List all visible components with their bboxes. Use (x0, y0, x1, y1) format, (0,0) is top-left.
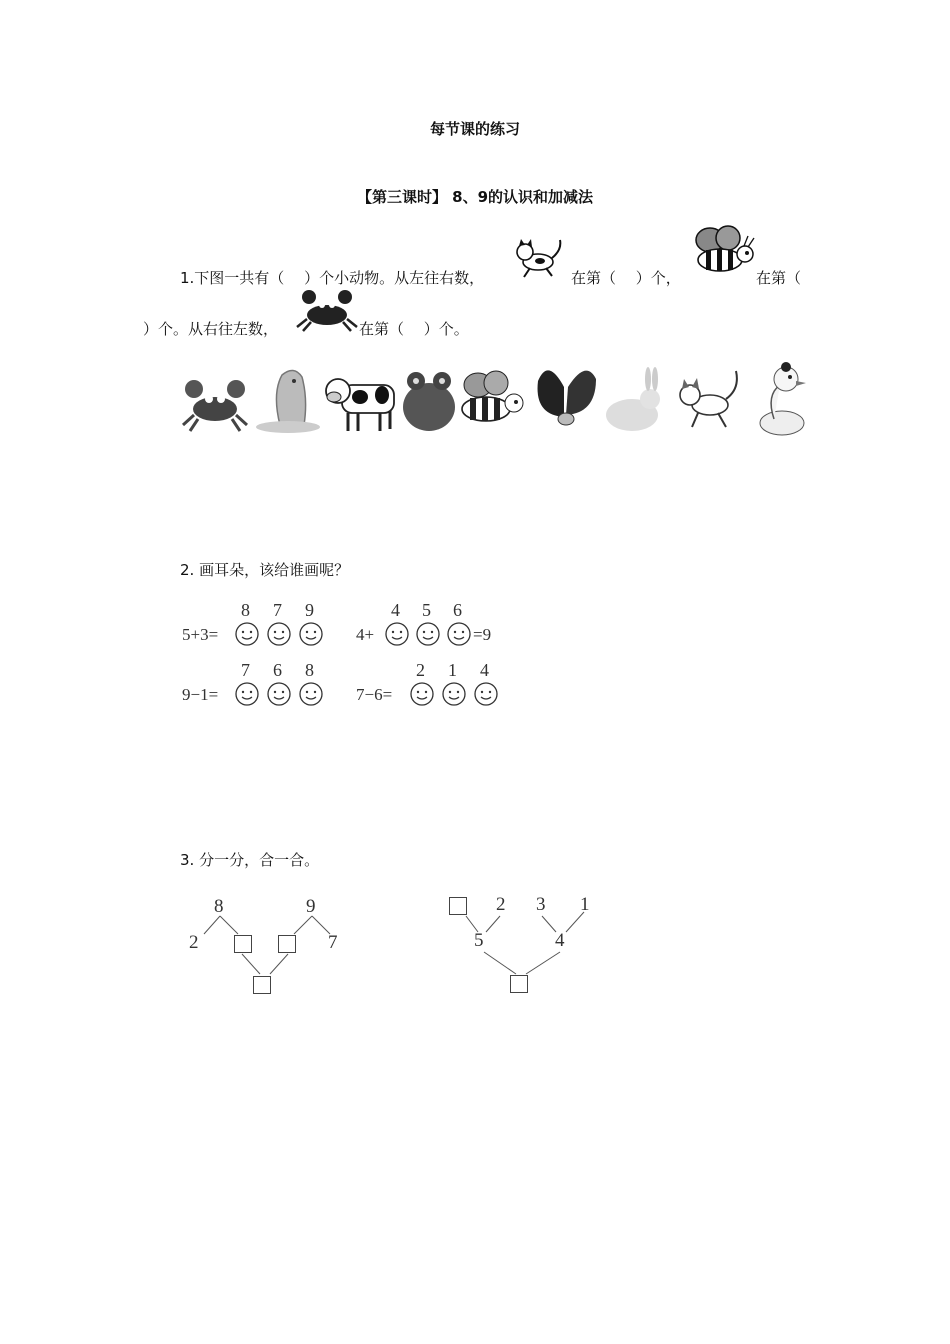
crab-icon (295, 287, 359, 333)
rabbit-image (600, 365, 668, 435)
smiley-face-icon[interactable] (447, 622, 471, 646)
eq4-left: 7−6= (356, 685, 393, 704)
cat-icon (510, 236, 568, 282)
lesson-subtitle: 【第三课时】 8、9的认识和加减法 (356, 188, 594, 206)
eq2-option-1: 4 (391, 600, 400, 620)
duck-image (756, 359, 810, 439)
tree2-top-3: 1 (580, 894, 590, 915)
eq2-right: =9 (473, 625, 492, 644)
eq3-option-3: 8 (305, 660, 314, 680)
smiley-face-icon[interactable] (235, 682, 259, 706)
answer-box[interactable] (234, 935, 252, 953)
tree2-top-1: 2 (496, 894, 506, 915)
tree2-top-2: 3 (536, 894, 546, 915)
smiley-face-icon[interactable] (235, 622, 259, 646)
cat-image (674, 365, 744, 433)
answer-box[interactable] (510, 975, 528, 993)
eq3-option-2: 6 (273, 660, 282, 680)
q1-text-e: 在第（ ）个。 (359, 320, 469, 338)
eq1-option-1: 8 (241, 600, 250, 620)
eq2-option-3: 6 (453, 600, 462, 620)
tree1-top-left: 8 (214, 896, 224, 917)
animal-row (180, 355, 810, 445)
eq1-left: 5+3= (182, 625, 219, 644)
q1-text-c: 在第（ (756, 269, 802, 287)
eq4-option-2: 1 (448, 660, 457, 680)
smiley-face-icon[interactable] (442, 682, 466, 706)
eq2-left: 4+ (356, 625, 375, 644)
answer-box[interactable] (253, 976, 271, 994)
q1-text-d: ）个。从右往左数， (143, 320, 279, 338)
crab-image (180, 375, 250, 433)
eq4-option-3: 4 (480, 660, 489, 680)
smiley-face-icon[interactable] (267, 682, 291, 706)
q1-text-a: 1.下图一共有（ ）个小动物。从左往右数， (180, 269, 485, 287)
smiley-face-icon[interactable] (299, 622, 323, 646)
smiley-face-icon[interactable] (267, 622, 291, 646)
tree1-leaf-right: 7 (328, 932, 338, 953)
answer-box[interactable] (278, 935, 296, 953)
eq3-left: 9−1= (182, 685, 219, 704)
tree1-leaf-left: 2 (189, 932, 199, 953)
bee-icon (690, 222, 756, 282)
smiley-face-icon[interactable] (299, 682, 323, 706)
q2-label: 2. 画耳朵，该给谁画呢？ (180, 561, 350, 579)
tree1-top-right: 9 (306, 896, 316, 917)
eq1-option-2: 7 (273, 600, 282, 620)
seal-image (252, 363, 322, 435)
eq1-option-3: 9 (305, 600, 314, 620)
page-title: 每节课的练习 (429, 120, 520, 138)
frog-image (400, 369, 458, 435)
eq3-option-1: 7 (241, 660, 250, 680)
tree2-mid-right: 4 (555, 930, 565, 951)
smiley-face-icon[interactable] (385, 622, 409, 646)
bee-image (456, 369, 526, 429)
q3-label: 3. 分一分，合一合。 (180, 851, 320, 869)
eq2-option-2: 5 (422, 600, 431, 620)
tree2-mid-left: 5 (474, 930, 484, 951)
q1-text-b: 在第（ ）个， (571, 269, 681, 287)
smiley-face-icon[interactable] (410, 682, 434, 706)
smiley-face-icon[interactable] (416, 622, 440, 646)
answer-box[interactable] (449, 897, 467, 915)
butterfly-image (530, 357, 602, 435)
smiley-face-icon[interactable] (474, 682, 498, 706)
eq4-option-1: 2 (416, 660, 425, 680)
cow-image (322, 365, 400, 435)
